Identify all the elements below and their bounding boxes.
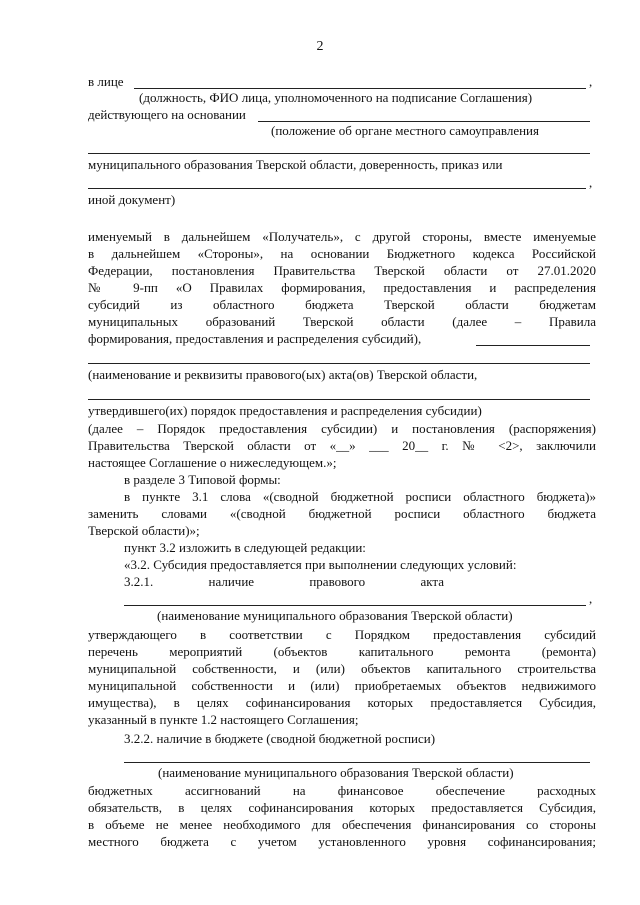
final-line: бюджетных ассигнований на финансовое обеспечение расходных <box>88 783 596 798</box>
comma: , <box>589 175 593 190</box>
municipality-blank-line <box>124 605 586 606</box>
item-3-1-line: заменить словами «(сводной бюджетной росписи областного бюджета <box>88 506 596 521</box>
procedure-line: (далее – Порядок предоставления субсидии) и постановления (распоряжения) <box>88 421 596 436</box>
final-line: обязательств, в целях софинансирования которых предоставляется Субсидия, <box>88 800 596 815</box>
approval-line: имущества), в целях софинансирования которых предоставляется Субсидия, <box>88 695 596 710</box>
recipient-paragraph-line: в дальнейшем «Стороны», на основании Бюджетного кодекса Российской <box>88 246 596 261</box>
municipality-caption: (наименование муниципального образования Тверской области) <box>157 608 513 623</box>
basis-blank-line <box>258 121 590 122</box>
item-3-2-2-line: 3.2.2. наличие в бюджете (сводной бюджетной росписи) <box>124 731 436 746</box>
approval-line: перечень мероприятий (объектов капитального ремонта (ремонта) <box>88 644 596 659</box>
approval-line: указанный в пункте 1.2 настоящего Соглашения; <box>88 712 359 727</box>
approval-line: муниципальной собственности и (или) приобретаемых объектов недвижимого <box>88 678 596 693</box>
recipient-paragraph-line: муниципальных образований Тверской области (далее – Правила <box>88 314 596 329</box>
basis-caption-1: (положение об органе местного самоуправления <box>271 123 539 138</box>
item-3-1-line: в пункте 3.1 слова «(сводной бюджетной росписи областного бюджета)» <box>124 489 596 504</box>
representative-blank-line <box>134 88 586 89</box>
item-3-2-intro: пункт 3.2 изложить в следующей редакции: <box>124 540 366 555</box>
recipient-paragraph-line: № 9-пп «О Правилах формирования, предоставления и распределения <box>88 280 596 295</box>
recipient-paragraph-line: именуемый в дальнейшем «Получатель», с другой стороны, вместе именуемые <box>88 229 596 244</box>
legal-act-caption: (наименование и реквизиты правового(ых) акта(ов) Тверской области, <box>88 367 478 382</box>
basis-blank-line-2 <box>88 153 590 154</box>
legal-act-blank-line <box>88 363 590 364</box>
position-caption: (должность, ФИО лица, уполномоченного на подписание Соглашения) <box>139 90 533 105</box>
basis-caption-3: иной документ) <box>88 192 176 207</box>
municipality-blank-line-2 <box>124 762 590 763</box>
item-3-1-line: Тверской области)»; <box>88 523 200 538</box>
basis-blank-line-3 <box>88 188 586 189</box>
section-3-heading: в разделе 3 Типовой формы: <box>124 472 281 487</box>
item-3-2-heading: «3.2. Субсидия предоставляется при выполнении следующих условий: <box>124 557 517 572</box>
recipient-paragraph-line: субсидий из областного бюджета Тверской области бюджетам <box>88 297 596 312</box>
comma: , <box>589 591 593 606</box>
item-3-2-1-line: 3.2.1. наличие правового акта <box>124 574 444 589</box>
acting-basis-label: действующего на основании <box>88 107 246 122</box>
recipient-paragraph-line: формирования, предоставления и распределения субсидий), <box>88 331 422 346</box>
final-line: местного бюджета с учетом установленного уровня софинансирования; <box>88 834 596 849</box>
procedure-line: настоящее Соглашение о нижеследующем.»; <box>88 455 337 470</box>
procedure-line: Правительства Тверской области от «__» ___ 20__ г. № <2>, заключили <box>88 438 596 453</box>
approval-caption: утвердившего(их) порядок предоставления и распределения субсидии) <box>88 403 482 418</box>
rules-blank-line <box>476 345 590 346</box>
final-line: в объеме не менее необходимого для обеспечения финансирования со стороны <box>88 817 596 832</box>
recipient-paragraph-line: Федерации, постановления Правительства Тверской области от 27.01.2020 <box>88 263 596 278</box>
municipality-caption-2: (наименование муниципального образования Тверской области) <box>158 765 514 780</box>
approval-line: муниципальной собственности, и (или) объектов капитального строительства <box>88 661 596 676</box>
page-number: 2 <box>316 39 324 54</box>
legal-act-blank-line-2 <box>88 399 590 400</box>
comma: , <box>589 74 593 89</box>
in-person-label: в лице <box>88 74 124 89</box>
approval-line: утверждающего в соответствии с Порядком предоставления субсидий <box>88 627 596 642</box>
basis-caption-2: муниципального образования Тверской области, доверенность, приказ или <box>88 157 503 172</box>
